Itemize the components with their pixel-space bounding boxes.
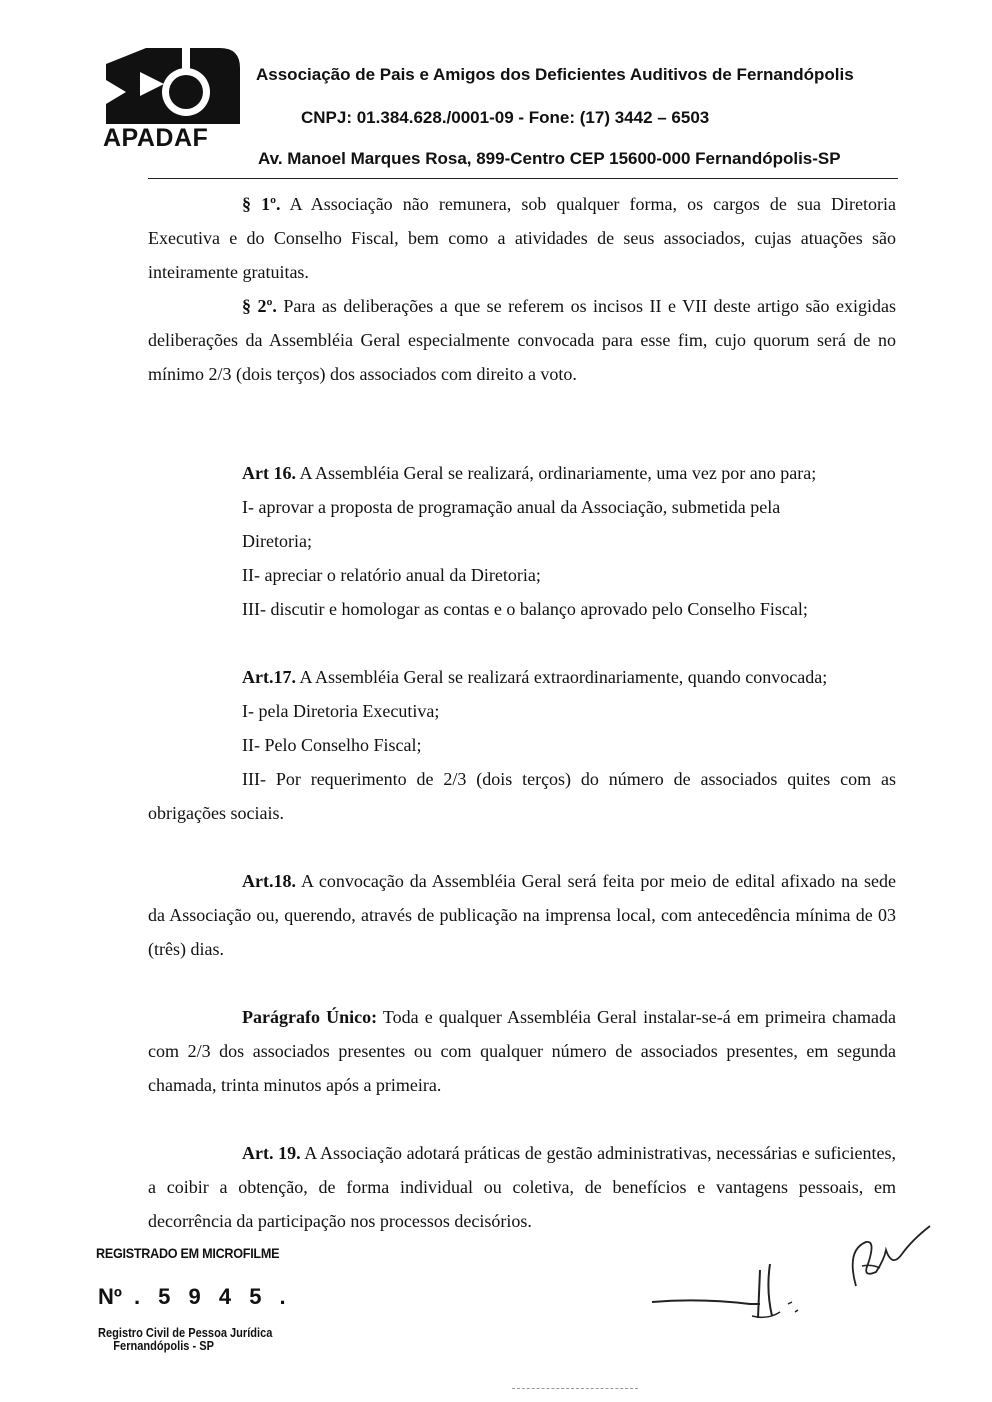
art-19: Art. 19. A Associação adotará práticas de gestão administrativas, necessárias e suficientes, a coibir a obtenção, de forma individual ou coletiva, de benefícios e vantagens pessoais, em decorrência da participação nos processos decisórios.: [148, 1143, 896, 1231]
art-17-item-2: II- Pelo Conselho Fiscal;: [242, 735, 422, 755]
logo-text: APADAF: [103, 124, 209, 152]
footer-dashed-line: [512, 1388, 638, 1389]
art-16-item-3: III- discutir e homologar as contas e o balanço aprovado pelo Conselho Fiscal;: [242, 599, 808, 619]
paragraph-1: § 1º. A Associação não remunera, sob qualquer forma, os cargos de sua Diretoria Executiva e do Conselho Fiscal, bem como a atividades de seus associados, cujas atuações são inteiramente gratuitas.: [148, 194, 896, 282]
organization-name: Associação de Pais e Amigos dos Deficientes Auditivos de Fernandópolis: [256, 65, 854, 84]
art-17-item-1: I- pela Diretoria Executiva;: [242, 701, 440, 721]
art-16-item-1: I- aprovar a proposta de programação anual da Associação, submetida pela: [242, 497, 781, 517]
cnpj-phone-line: CNPJ: 01.384.628./0001-09 - Fone: (17) 3442 – 6503: [301, 108, 710, 127]
art-17-heading: Art.17. A Assembléia Geral se realizará extraordinariamente, quando convocada;: [242, 667, 828, 687]
document-body: [148, 187, 896, 1238]
registry-number: Nº . 5 9 4 5 .: [98, 1284, 292, 1309]
art-16-heading: Art 16. A Assembléia Geral se realizará, ordinariamente, uma vez por ano para;: [242, 463, 817, 483]
microfilm-stamp: REGISTRADO EM MICROFILME: [96, 1245, 280, 1261]
paragraph-2: § 2º. Para as deliberações a que se referem os incisos II e VII deste artigo são exigidas deliberações da Assembléia Geral especialmente convocada para esse fim, cujo quorum será de no mínimo 2/3 (dois terços) dos associados com direito a voto.: [148, 296, 896, 384]
art-16-item-1-cont: Diretoria;: [242, 531, 312, 551]
registry-office: Registro Civil de Pessoa Jurídica Fernandópolis - SP: [98, 1325, 273, 1353]
art-18: Art.18. A convocação da Assembléia Geral será feita por meio de edital afixado na sede da Associação ou, querendo, através de publicação na imprensa local, com antecedência mínima de 03 (três) dias.: [148, 871, 896, 959]
art-17-item-3: III- Por requerimento de 2/3 (dois terços) do número de associados quites com as obrigações sociais.: [148, 769, 896, 823]
paragrafo-unico: Parágrafo Único: Toda e qualquer Assembléia Geral instalar-se-á em primeira chamada com 2/3 dos associados presentes ou com qualquer número de associados presentes, em segunda chamada, trinta minutos após a primeira.: [148, 1007, 896, 1095]
header-divider: [148, 178, 898, 179]
address-line: Av. Manoel Marques Rosa, 899-Centro CEP 15600-000 Fernandópolis-SP: [258, 149, 841, 168]
signature-rubrics: [640, 1220, 940, 1330]
art-16-item-2: II- apreciar o relatório anual da Diretoria;: [242, 565, 541, 585]
